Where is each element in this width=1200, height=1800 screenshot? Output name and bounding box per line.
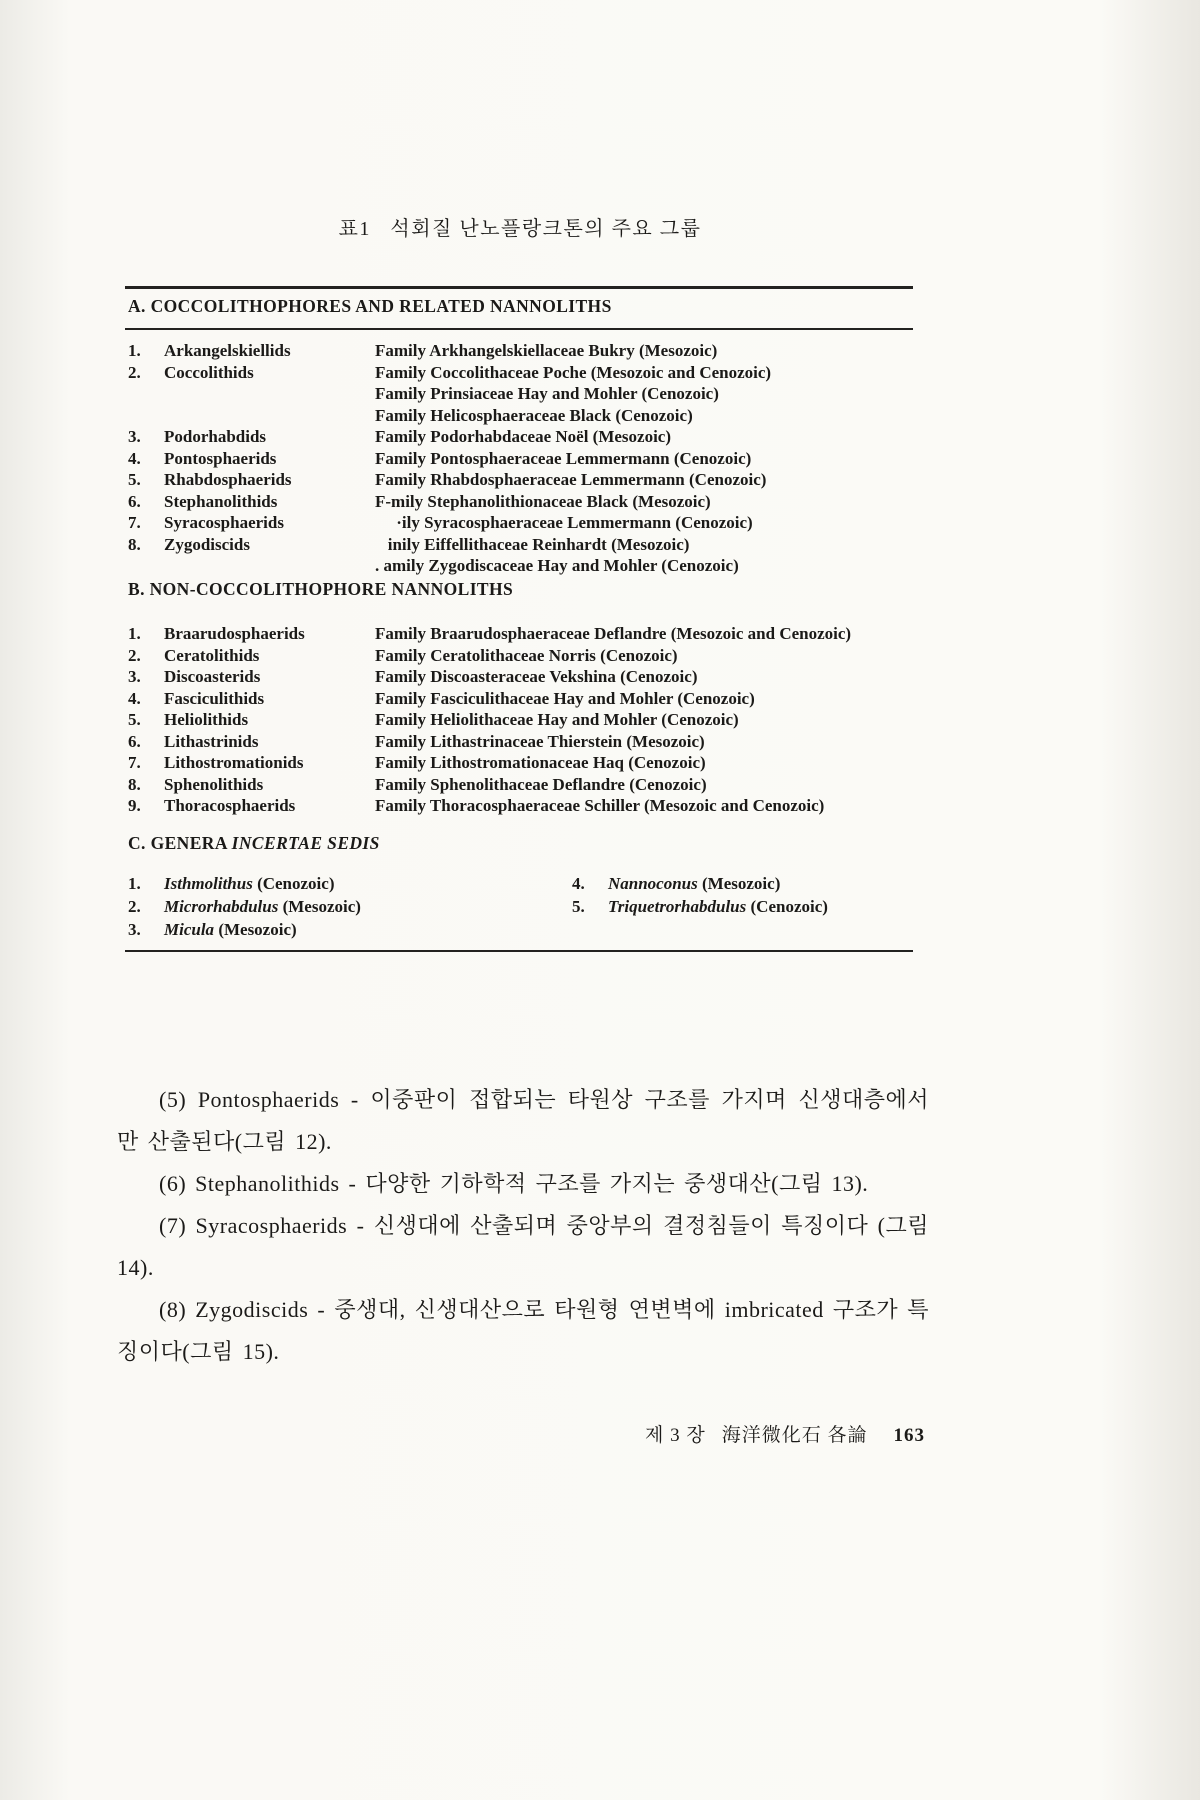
- group-name: Coccolithids: [164, 362, 254, 382]
- table-row: [128, 448, 920, 470]
- section-c-heading-prefix: C. GENERA: [128, 833, 232, 853]
- body-paragraphs: [117, 1079, 929, 1373]
- row-number: 8.: [128, 534, 141, 554]
- table-row: [128, 752, 920, 774]
- genus-item: [572, 895, 932, 918]
- genus-item: [572, 872, 932, 895]
- genus-name: Microrhabdulus (Mesozoic): [164, 897, 361, 916]
- group-name: Ceratolithids: [164, 645, 260, 665]
- family-entry: Family Heliolithaceae Hay and Mohler (Cenozoic): [375, 710, 739, 729]
- family-entry: inily Eiffellithaceae Reinhardt (Mesozoic): [375, 534, 690, 554]
- genus-name: Isthmolithus (Cenozoic): [164, 874, 335, 893]
- section-c-heading-italic: INCERTAE SEDIS: [231, 833, 380, 853]
- row-number: [128, 383, 164, 405]
- footer-section-title: 海洋微化石 各論: [721, 1425, 868, 1446]
- table-row: [128, 709, 920, 731]
- body-paragraph: (5) Pontosphaerids - 이중판이 접합되는 타원상 구조를 가지며 신생대층에서만 산출된다(그림 12).: [117, 1087, 929, 1154]
- table-row: [128, 340, 920, 362]
- group-name: Fasciculithids: [164, 688, 265, 708]
- group-name: Heliolithids: [164, 710, 249, 729]
- table-row: [128, 795, 920, 817]
- table-row: [128, 623, 920, 645]
- horizontal-rule-top: [125, 286, 913, 289]
- group-name: Sphenolithids: [164, 774, 264, 794]
- row-number: 1.: [128, 624, 141, 643]
- genera-column-1: [128, 872, 548, 941]
- row-number: 5.: [572, 897, 585, 916]
- family-entry: Family Ceratolithaceae Norris (Cenozoic): [375, 645, 678, 665]
- row-number: 7.: [128, 513, 141, 532]
- group-name: Stephanolithids: [164, 491, 278, 511]
- group-name: [164, 555, 375, 577]
- genus-name: Triquetrorhabdulus (Cenozoic): [608, 897, 828, 916]
- row-number: 4.: [128, 448, 141, 468]
- family-entry: Family Rhabdosphaeraceae Lemmermann (Cenozoic): [375, 470, 767, 489]
- section-b-rows: [128, 623, 920, 817]
- row-number: 1.: [128, 874, 141, 893]
- group-name: Pontosphaerids: [164, 448, 277, 468]
- family-entry: Family Lithastrinaceae Thierstein (Mesozoic): [375, 731, 705, 751]
- family-entry: Family Thoracosphaeraceae Schiller (Mesozoic and Cenozoic): [375, 796, 825, 815]
- family-entry: Family Pontosphaeraceae Lemmermann (Cenozoic): [375, 448, 752, 468]
- family-entry: F-mily Stephanolithionaceae Black (Mesozoic): [375, 491, 711, 511]
- row-number: 3.: [128, 667, 141, 686]
- genus-name: Micula (Mesozoic): [164, 920, 297, 939]
- table-row: [128, 774, 920, 796]
- family-entry: Family Sphenolithaceae Deflandre (Cenozoic): [375, 774, 707, 794]
- row-number: 5.: [128, 710, 141, 729]
- family-entry: Family Podorhabdaceae Noël (Mesozoic): [375, 427, 672, 446]
- horizontal-rule-bottom: [125, 950, 913, 952]
- section-a-heading: A. COCCOLITHOPHORES AND RELATED NANNOLITHS: [128, 296, 612, 316]
- row-number: 9.: [128, 796, 141, 815]
- section-c-heading: [128, 833, 380, 854]
- group-name: [164, 383, 375, 405]
- table-row: [128, 405, 920, 427]
- genera-column-2: [572, 872, 932, 918]
- body-paragraph: (6) Stephanolithids - 다양한 기하학적 구조를 가지는 중생대산(그림 13).: [159, 1171, 869, 1196]
- family-entry: ·ily Syracosphaeraceae Lemmermann (Cenozoic): [375, 513, 753, 532]
- family-entry: . amily Zygodiscaceae Hay and Mohler (Cenozoic): [375, 556, 739, 575]
- genus-item: [128, 872, 548, 895]
- group-name: Rhabdosphaerids: [164, 470, 292, 489]
- row-number: 6.: [128, 491, 141, 511]
- table-row: [128, 688, 920, 710]
- table-title: 표1 석회질 난노플랑크톤의 주요 그룹: [338, 218, 702, 240]
- family-entry: Family Helicosphaeraceae Black (Cenozoic): [375, 405, 693, 425]
- group-name: Arkangelskiellids: [164, 341, 291, 360]
- table-row: [128, 469, 920, 491]
- group-name: Syracosphaerids: [164, 513, 284, 532]
- group-name: Braarudosphaerids: [164, 624, 305, 643]
- family-entry: Family Discoasteraceae Vekshina (Cenozoic): [375, 667, 698, 686]
- table-row: [128, 362, 920, 384]
- row-number: 4.: [128, 688, 141, 708]
- family-entry: Family Lithostromationaceae Haq (Cenozoic): [375, 753, 706, 772]
- table-row: [128, 426, 920, 448]
- row-number: [128, 555, 164, 577]
- family-entry: Family Braarudosphaeraceae Deflandre (Mesozoic and Cenozoic): [375, 624, 852, 643]
- group-name: Zygodiscids: [164, 534, 250, 554]
- genus-item: [128, 895, 548, 918]
- footer-chapter: 제 3 장: [645, 1425, 706, 1446]
- genus-item: [128, 918, 548, 941]
- section-a-rows: [128, 340, 920, 577]
- table-row: [128, 534, 920, 556]
- table-row: [128, 383, 920, 405]
- family-entry: Family Coccolithaceae Poche (Mesozoic and Cenozoic): [375, 362, 772, 382]
- section-b-heading: B. NON-COCCOLITHOPHORE NANNOLITHS: [128, 579, 514, 599]
- row-number: 1.: [128, 341, 141, 360]
- group-name: Lithastrinids: [164, 731, 259, 751]
- row-number: 2.: [128, 897, 141, 916]
- row-number: 7.: [128, 753, 141, 772]
- page-footer: [400, 1420, 925, 1447]
- row-number: 6.: [128, 731, 141, 751]
- table-row: [128, 512, 920, 534]
- table-row: [128, 666, 920, 688]
- table-row: [128, 731, 920, 753]
- page-number: 163: [893, 1425, 925, 1446]
- table-row: [128, 491, 920, 513]
- row-number: 2.: [128, 645, 141, 665]
- genus-name: Nannoconus (Mesozoic): [608, 874, 781, 893]
- row-number: 8.: [128, 774, 141, 794]
- group-name: Discoasterids: [164, 667, 261, 686]
- row-number: 4.: [572, 874, 585, 893]
- group-name: [164, 405, 375, 427]
- family-entry: Family Fasciculithaceae Hay and Mohler (Cenozoic): [375, 688, 755, 708]
- row-number: 3.: [128, 427, 141, 446]
- family-entry: Family Arkhangelskiellaceae Bukry (Mesozoic): [375, 341, 718, 360]
- row-number: 2.: [128, 362, 141, 382]
- group-name: Lithostromationids: [164, 753, 304, 772]
- body-paragraph: (7) Syracosphaerids - 신생대에 산출되며 중앙부의 결정침들이 특징이다 (그림 14).: [117, 1213, 929, 1280]
- row-number: [128, 405, 164, 427]
- group-name: Thoracosphaerids: [164, 796, 296, 815]
- table-row: [128, 645, 920, 667]
- group-name: Podorhabdids: [164, 427, 267, 446]
- horizontal-rule-under-heading-a: [125, 328, 913, 330]
- row-number: 5.: [128, 470, 141, 489]
- row-number: 3.: [128, 920, 141, 939]
- family-entry: Family Prinsiaceae Hay and Mohler (Cenozoic): [375, 384, 719, 403]
- body-paragraph: (8) Zygodiscids - 중생대, 신생대산으로 타원형 연변벽에 imbricated 구조가 특징이다(그림 15).: [117, 1297, 929, 1364]
- table-row: [128, 555, 920, 577]
